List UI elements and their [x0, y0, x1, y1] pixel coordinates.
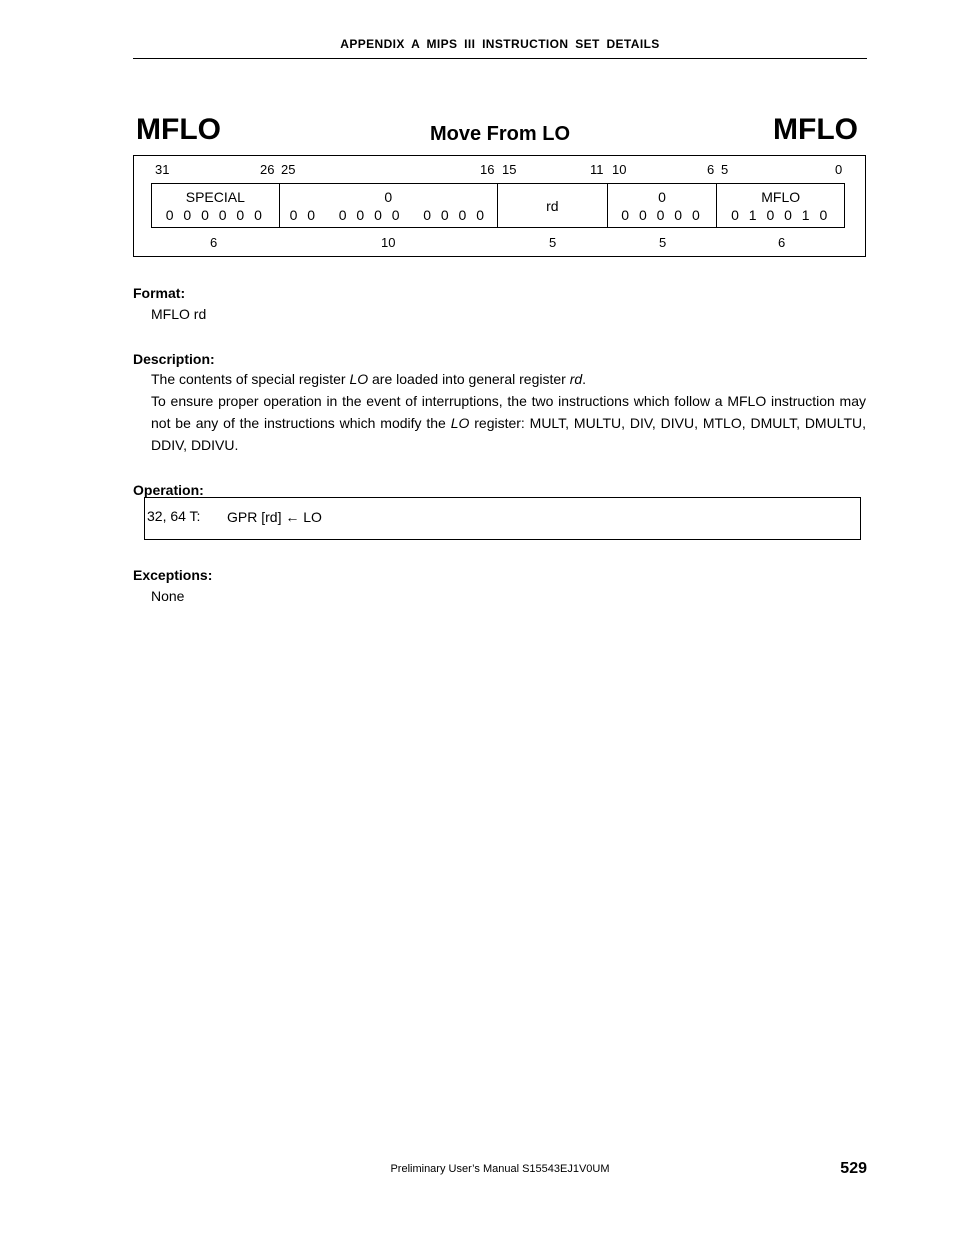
- field-bits: 0 1 0 0 1 0: [731, 206, 831, 223]
- description-paragraph: [151, 390, 866, 456]
- operation-heading: Operation:: [133, 482, 204, 498]
- page-number: 529: [840, 1160, 867, 1177]
- description-body: [151, 368, 866, 456]
- format-text: MFLO rd: [151, 306, 207, 322]
- register-name: LO: [349, 371, 369, 387]
- field-bits: 0 0 0 0 0 0: [165, 206, 265, 223]
- register-name: LO: [450, 415, 470, 431]
- bit-number: 15: [502, 162, 517, 177]
- header-rule: [133, 58, 867, 59]
- field-name: MFLO: [761, 188, 801, 205]
- mnemonic-right: MFLO: [773, 113, 858, 146]
- bit-number: 16: [480, 162, 495, 177]
- exceptions-heading: Exceptions:: [133, 567, 213, 583]
- field-width: 5: [549, 235, 557, 250]
- field-function: [717, 184, 844, 227]
- bit-number: 26: [260, 162, 275, 177]
- field-name: SPECIAL: [185, 188, 245, 205]
- field-width: 6: [778, 235, 786, 250]
- field-bits: 0 0 0 0 0: [621, 206, 703, 223]
- instruction-name: Move From LO: [429, 123, 570, 145]
- field-name: rd: [546, 197, 559, 214]
- field-width: 5: [659, 235, 667, 250]
- bit-number: 25: [281, 162, 296, 177]
- bit-number: 31: [155, 162, 170, 177]
- field-rd: [498, 184, 608, 227]
- text-run: .: [582, 371, 587, 387]
- operation-expression: GPR [rd] ← LO: [227, 509, 322, 525]
- field-name: 0: [658, 188, 666, 205]
- text-run: register: MULT, MULTU, DIV, DIVU, MTLO, DMULT, DMULTU, DDIV, DDIVU.: [151, 415, 867, 453]
- text-run: are loaded into general register: [368, 371, 570, 387]
- bit-number: 5: [721, 162, 729, 177]
- field-width: 6: [210, 235, 218, 250]
- encoding-fields: [151, 183, 845, 228]
- field-bits: 0 0 0 0 0 0 0 0 0 0: [289, 206, 488, 223]
- field-zero-10: [280, 184, 498, 227]
- mnemonic-left: MFLO: [136, 113, 221, 146]
- register-name: rd: [569, 371, 583, 387]
- exceptions-text: None: [151, 588, 185, 604]
- field-width: 10: [381, 235, 396, 250]
- field-special: [152, 184, 280, 227]
- text-run: To ensure proper operation in the event of interruptions, the two instructions which follow a MFLO instruction may not be any of the instructions which modify the: [151, 393, 866, 431]
- bit-number: 11: [590, 162, 604, 177]
- field-zero-5: [608, 184, 718, 227]
- text-run: The contents of special register: [151, 371, 350, 387]
- field-name: 0: [384, 188, 393, 205]
- bit-number: 6: [707, 162, 715, 177]
- description-heading: Description:: [133, 351, 215, 367]
- footer-text: Preliminary User’s Manual S15543EJ1V0UM: [390, 1163, 610, 1175]
- format-heading: Format:: [133, 285, 186, 301]
- bit-number: 0: [835, 162, 843, 177]
- description-paragraph: [151, 368, 866, 390]
- operation-label: 32, 64 T:: [147, 508, 201, 524]
- running-header: APPENDIX A MIPS III INSTRUCTION SET DETAILS: [340, 37, 660, 51]
- bit-number: 10: [612, 162, 627, 177]
